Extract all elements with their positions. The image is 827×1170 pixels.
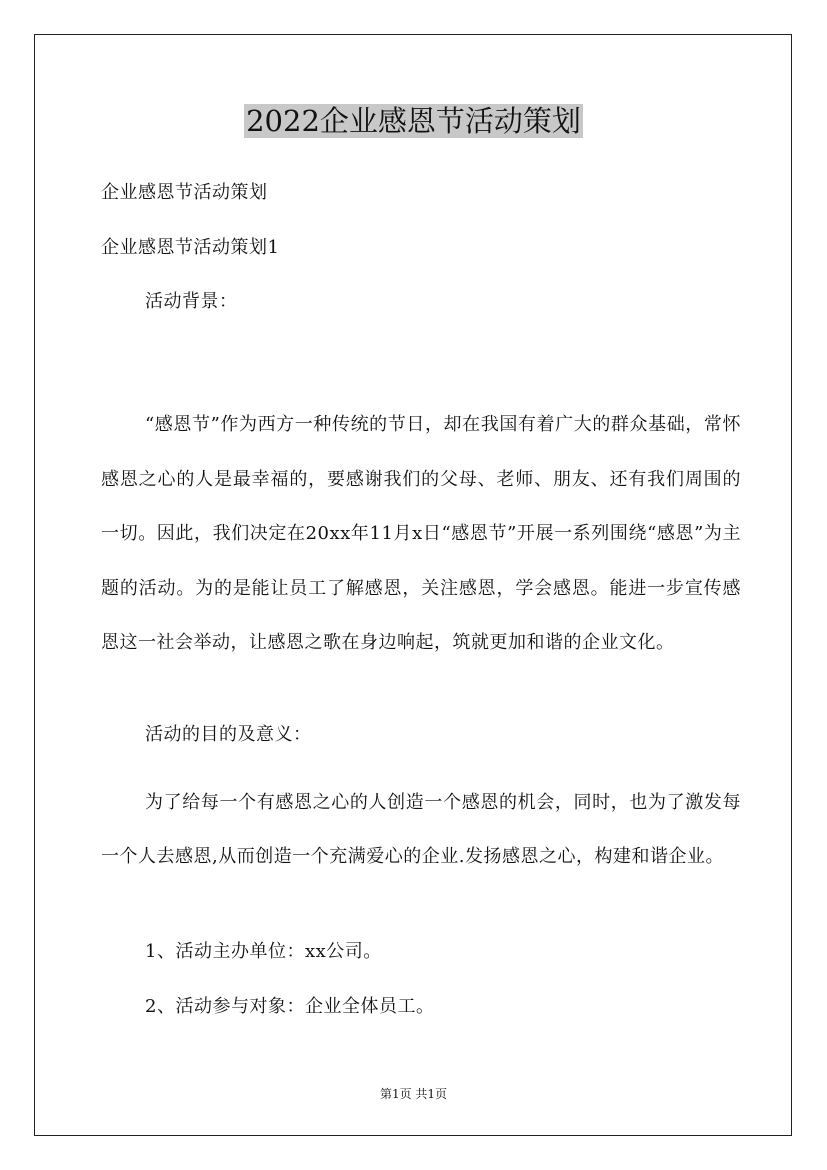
background-paragraph: “感恩节”作为西方一种传统的节日，却在我国有着广大的群众基础，常怀感恩之心的人是最幸福的，要感谢我们的父母、老师、朋友、还有我们周围的一切。因此，我们决定在20xx年11月x日“感恩节”开展一系列围绕“感恩”为主题的活动。为的是能让员工了解感恩，关注感恩，学会感恩。能进一步宣传感恩这一社会举动，让感恩之歌在身边响起，筑就更加和谐的企业文化。 (101, 414, 741, 654)
purpose-paragraph: 为了给每一个有感恩之心的人创造一个感恩的机会，同时，也为了激发每一个人去感恩,从而创造一个充满爱心的企业.发扬感恩之心，构建和谐企业。 (101, 792, 741, 867)
background-label: 活动背景： (145, 291, 238, 312)
document-title-text: 2022企业感恩节活动策划 (246, 104, 581, 138)
document-title (0, 99, 827, 143)
list-item-participants: 2、活动参与对象：企业全体员工。 (145, 996, 435, 1017)
document-subtitle: 企业感恩节活动策划 (101, 182, 268, 203)
list-item-organizer: 1、活动主办单位：xx公司。 (145, 941, 382, 962)
section-heading: 企业感恩节活动策划1 (101, 237, 280, 258)
purpose-label: 活动的目的及意义： (145, 724, 312, 745)
page-number-footer: 第1页 共1页 (379, 1087, 448, 1101)
